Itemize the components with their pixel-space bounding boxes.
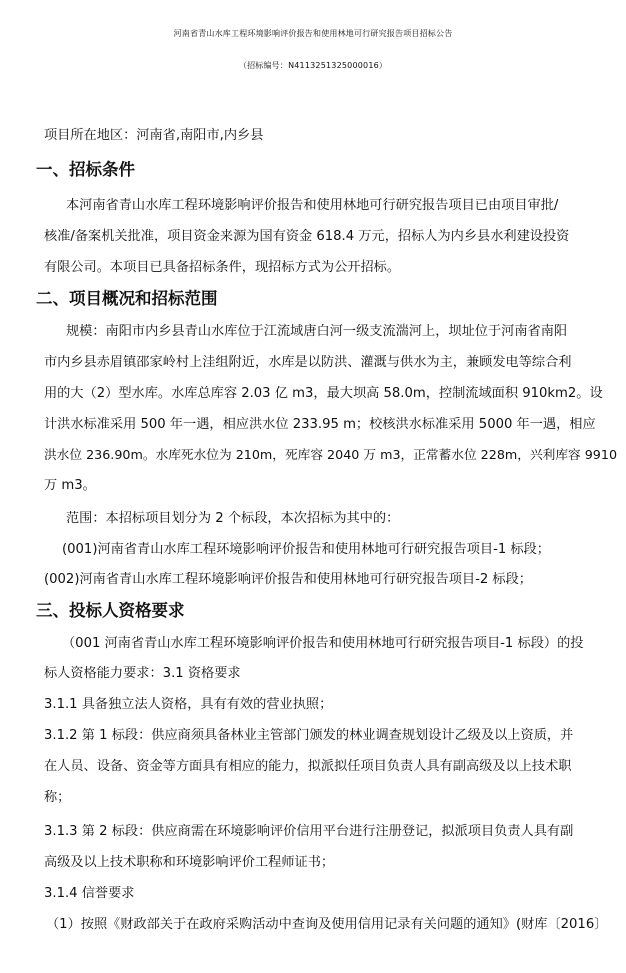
paragraph-line: 本河南省青山水库工程环境影响评价报告和使用林地可行研究报告项目已由项目审批/: [66, 198, 559, 213]
paragraph-line: 称；: [44, 790, 71, 805]
paragraph-line: 规模：南阳市内乡县青山水库位于江流域唐白河一级支流湍河上，坝址位于河南省南阳: [66, 324, 568, 339]
paragraph-line: 在人员、设备、资金等方面具有相应的能力，拟派拟任项目负责人具有副高级及以上技术职: [44, 759, 572, 774]
paragraph-line: 有限公司。本项目已具备招标条件，现招标方式为公开招标。: [44, 260, 401, 275]
paragraph-line: 洪水位 236.90m。水库死水位为 210m，死库容 2040 万 m3，正常蓄水位 228m，兴利库容 9910: [44, 447, 618, 462]
section-heading-2: 二、项目概况和招标范围: [36, 289, 218, 308]
paragraph-line: 计洪水标准采用 500 年一遇，相应洪水位 233.95 m；校核洪水标准采用 5000 年一遇，相应: [44, 417, 596, 432]
paragraph-line: 万 m3。: [44, 478, 96, 493]
document-title-line-2: （招标编号：N4113251325000016）: [238, 61, 388, 70]
paragraph-line: 3.1.4 信誉要求: [44, 886, 135, 901]
lot-item-2: (002)河南省青山水库工程环境影响评价报告和使用林地可行研究报告项目-2 标段；: [44, 572, 532, 587]
paragraph-line: 核准/备案机关批准，项目资金来源为国有资金 618.4 万元，招标人为内乡县水利建设投资: [44, 229, 570, 244]
paragraph-line: 3.1.2 第 1 标段：供应商须具备林业主管部门颁发的林业调查规划设计乙级及以上资质，并: [44, 728, 574, 743]
paragraph-line: 3.1.1 具备独立法人资格，具有有效的营业执照；: [44, 697, 333, 712]
section-heading-1: 一、招标条件: [36, 160, 135, 179]
section-heading-3: 三、投标人资格要求: [36, 601, 185, 620]
paragraph-line: 高级及以上技术职称和环境影响评价工程师证书；: [44, 855, 335, 870]
paragraph-line: 范围：本招标项目划分为 2 个标段，本次招标为其中的：: [66, 511, 400, 526]
paragraph-line: 3.1.3 第 2 标段：供应商需在环境影响评价信用平台进行注册登记，拟派项目负责人具有副: [44, 824, 574, 839]
paragraph-line: 市内乡县赤眉镇邵家岭村上洼组附近，水库是以防洪、灌溉与供水为主，兼顾发电等综合利: [44, 355, 572, 370]
lot-item-1: (001)河南省青山水库工程环境影响评价报告和使用林地可行研究报告项目-1 标段；: [62, 542, 550, 557]
paragraph-line: （001 河南省青山水库工程环境影响评价报告和使用林地可行研究报告项目-1 标段）的投: [62, 636, 584, 651]
paragraph-line: （1）按照《财政部关于在政府采购活动中查询及使用信用记录有关问题的通知》(财库〔2016〕: [46, 917, 608, 932]
document-title-line-1: 河南省青山水库工程环境影响评价报告和使用林地可行研究报告项目招标公告: [173, 29, 453, 38]
paragraph-line: 用的大（2）型水库。水库总库容 2.03 亿 m3，最大坝高 58.0m，控制流域面积 910km2。设: [44, 386, 603, 401]
paragraph-line: 标人资格能力要求：3.1 资格要求: [44, 666, 241, 681]
project-location: 项目所在地区：河南省,南阳市,内乡县: [44, 128, 264, 143]
